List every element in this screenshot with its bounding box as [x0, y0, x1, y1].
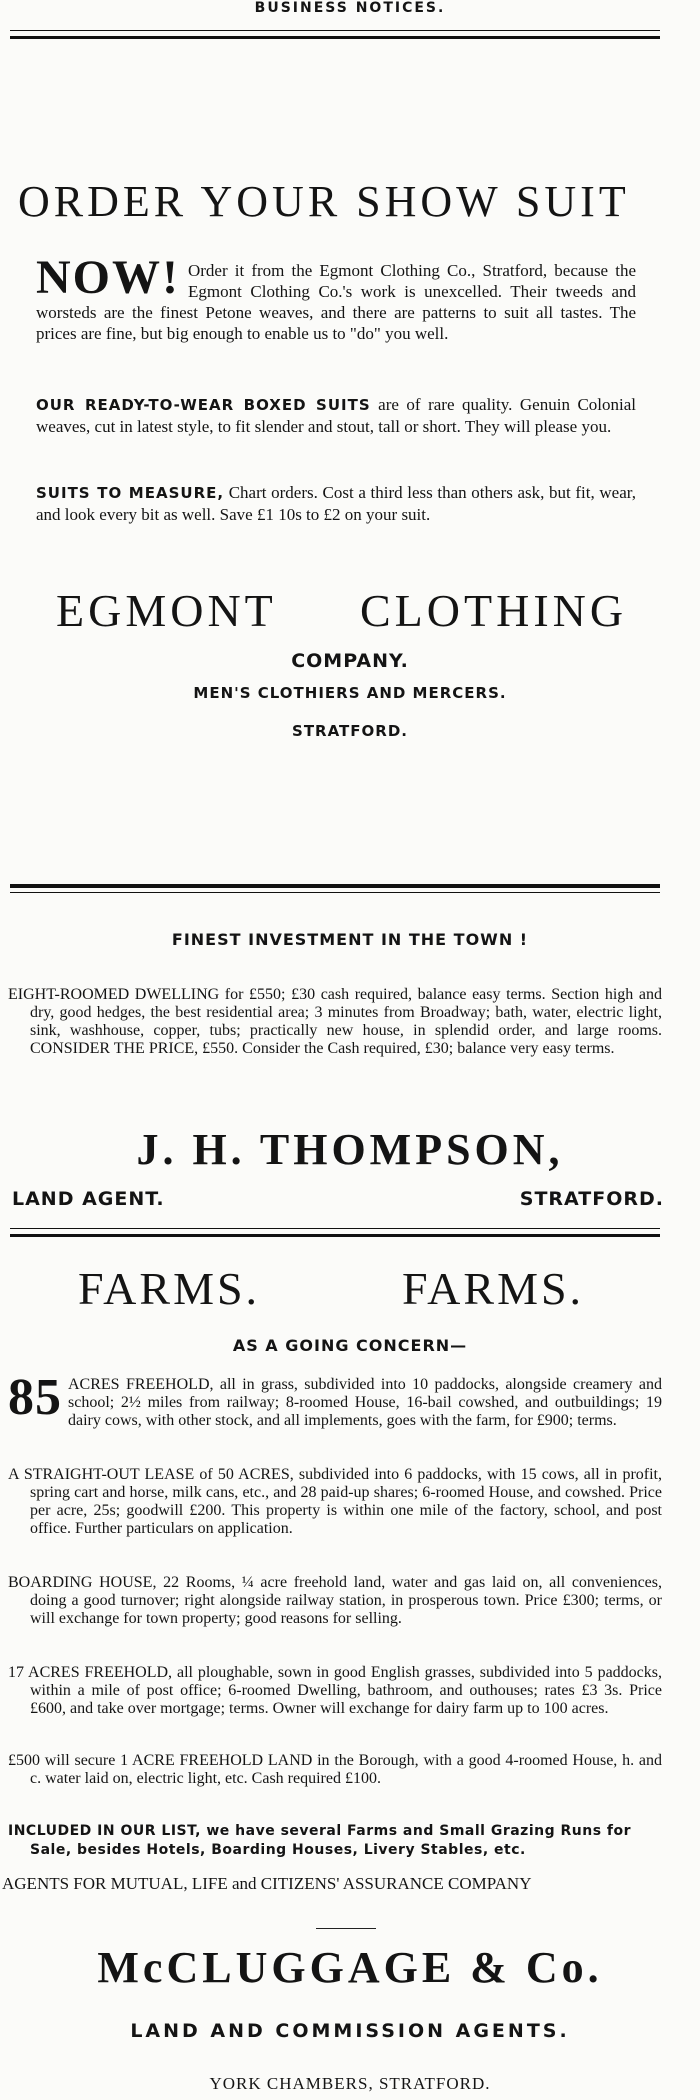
farm-listing-500	[8, 1752, 662, 1788]
egmont-town: STRATFORD.	[292, 722, 408, 740]
suits-to-measure-lead: SUITS TO MEASURE,	[36, 484, 225, 502]
ready-to-wear-text: are of rare quality. Genuin Colonial weaves, cut in latest style, to fit slender and stout, tall or short. They will please you.	[36, 395, 637, 436]
commission-agents-line: LAND AND COMMISSION AGENTS.	[130, 2020, 570, 2042]
farm-listing-85-acres	[8, 1369, 662, 1430]
farm-listing-lease	[8, 1466, 662, 1538]
included-list-block	[8, 1822, 662, 1860]
dwelling-paragraph: EIGHT-ROOMED DWELLING for £550; £30 cash required, balance easy terms. Section high and dry, good hedges, the best residential area; 3 minutes from Broadway; bath, water, electric light, sink, washhouse, copper, tubs; practically new house, in splendid order, and large rooms. CONSIDER THE PRICE, £550. Consider the Cash required, £30; balance very easy terms.	[8, 986, 662, 1057]
york-chambers-address: YORK CHAMBERS, STRATFORD.	[209, 2074, 491, 2093]
show-suit-headline: ORDER YOUR SHOW SUIT	[18, 177, 630, 226]
ready-to-wear-lead: OUR READY-TO-WEAR BOXED SUITS	[36, 396, 371, 414]
egmont-intro-paragraph: Order it from the Egmont Clothing Co., Stratford, because the Egmont Clothing Co.'s work is unexcelled. Their tweeds and worsteds are the finest Petone weaves, and there are patterns to suit all tastes. The prices are fine, but big enough to enable us to "do" you well.	[36, 261, 636, 343]
header-rule-thin	[10, 30, 660, 31]
dwelling-block	[8, 986, 662, 1058]
section-rule-2-thick	[10, 1234, 660, 1237]
section-rule-1-thin	[10, 892, 660, 893]
eighty-five-initial: 85	[8, 1369, 62, 1426]
suits-to-measure-text: Chart orders. Cost a third less than others ask, but fit, wear, and look every bit as well. Save £1 10s to £2 on your suit.	[36, 483, 636, 524]
land-agent-label: LAND AGENT.	[12, 1188, 165, 1210]
clothing-name-word: CLOTHING	[360, 585, 628, 636]
farm-listing-boarding-house	[8, 1574, 662, 1628]
header-rule-thick	[10, 36, 660, 39]
farm-listing-17-acres	[8, 1664, 662, 1718]
short-divider	[316, 1928, 376, 1929]
ready-to-wear-block	[36, 394, 636, 437]
investment-heading: FINEST INVESTMENT IN THE TOWN !	[171, 930, 529, 949]
mccluggage-name: McCLUGGAGE & Co.	[97, 1943, 603, 1992]
going-concern-heading: AS A GOING CONCERN—	[232, 1336, 468, 1355]
clothiers-line: MEN'S CLOTHIERS AND MERCERS.	[193, 684, 507, 702]
egmont-name-word: EGMONT	[56, 585, 277, 636]
section-rule-2-thin	[10, 1228, 660, 1229]
suits-to-measure-block	[36, 482, 636, 525]
five-hundred-text: £500 will secure 1 ACRE FREEHOLD LAND in the Borough, with a good 4-roomed House, h. and c. water laid on, electric light, etc. Cash required £100.	[8, 1752, 662, 1787]
included-list-text: INCLUDED IN OUR LIST, we have several Farms and Small Grazing Runs for Sale, besides Hotels, Boarding Houses, Livery Stables, etc.	[8, 1823, 632, 1858]
assurance-agents-line: AGENTS FOR MUTUAL, LIFE and CITIZENS' ASSURANCE COMPANY	[2, 1874, 532, 1893]
page-header: BUSINESS NOTICES.	[254, 0, 446, 16]
thompson-town: STRATFORD.	[519, 1188, 664, 1210]
boarding-house-text: BOARDING HOUSE, 22 Rooms, ¼ acre freehold land, water and gas laid on, all conveniences, doing a good turnover; right alongside railway station, in prosperous town. Price £300; terms, or will exchange for town property; good reasons for selling.	[8, 1574, 662, 1627]
farms-title-left: FARMS.	[78, 1263, 261, 1314]
farm-listing-85-text: ACRES FREEHOLD, all in grass, subdivided into 10 paddocks, alongside creamery and school; 2½ miles from railway; 8-roomed House, 16-bail cowshed, and outbuildings; 19 dairy cows, with other stock, and all implements, goes with the farm, for £900; terms.	[68, 1376, 662, 1429]
thompson-name: J. H. THOMPSON,	[136, 1125, 564, 1174]
section-rule-1-thick	[10, 884, 660, 888]
company-line: COMPANY.	[291, 650, 409, 672]
farms-title-right: FARMS.	[402, 1263, 585, 1314]
farm-listing-lease-text: A STRAIGHT-OUT LEASE of 50 ACRES, subdivided into 6 paddocks, with 15 cows, all in profit, spring cart and horse, milk cans, etc., and 28 paid-up shares; 6-roomed House, and cowshed. Price per acre, 25s; goodwill £200. This property is within one mile of the factory, school, and post office. Further particulars on application.	[8, 1466, 662, 1537]
egmont-intro-block	[36, 251, 636, 344]
now-display: NOW!	[36, 251, 180, 304]
seventeen-acres-text: 17 ACRES FREEHOLD, all ploughable, sown in good English grasses, subdivided into 5 paddocks, within a mile of post office; 6-roomed Dwelling, bathroom, and outhouses; rates £3 3s. Price £600, and take over mortgage; terms. Owner will exchange for dairy farm up to 100 acres.	[8, 1664, 662, 1717]
